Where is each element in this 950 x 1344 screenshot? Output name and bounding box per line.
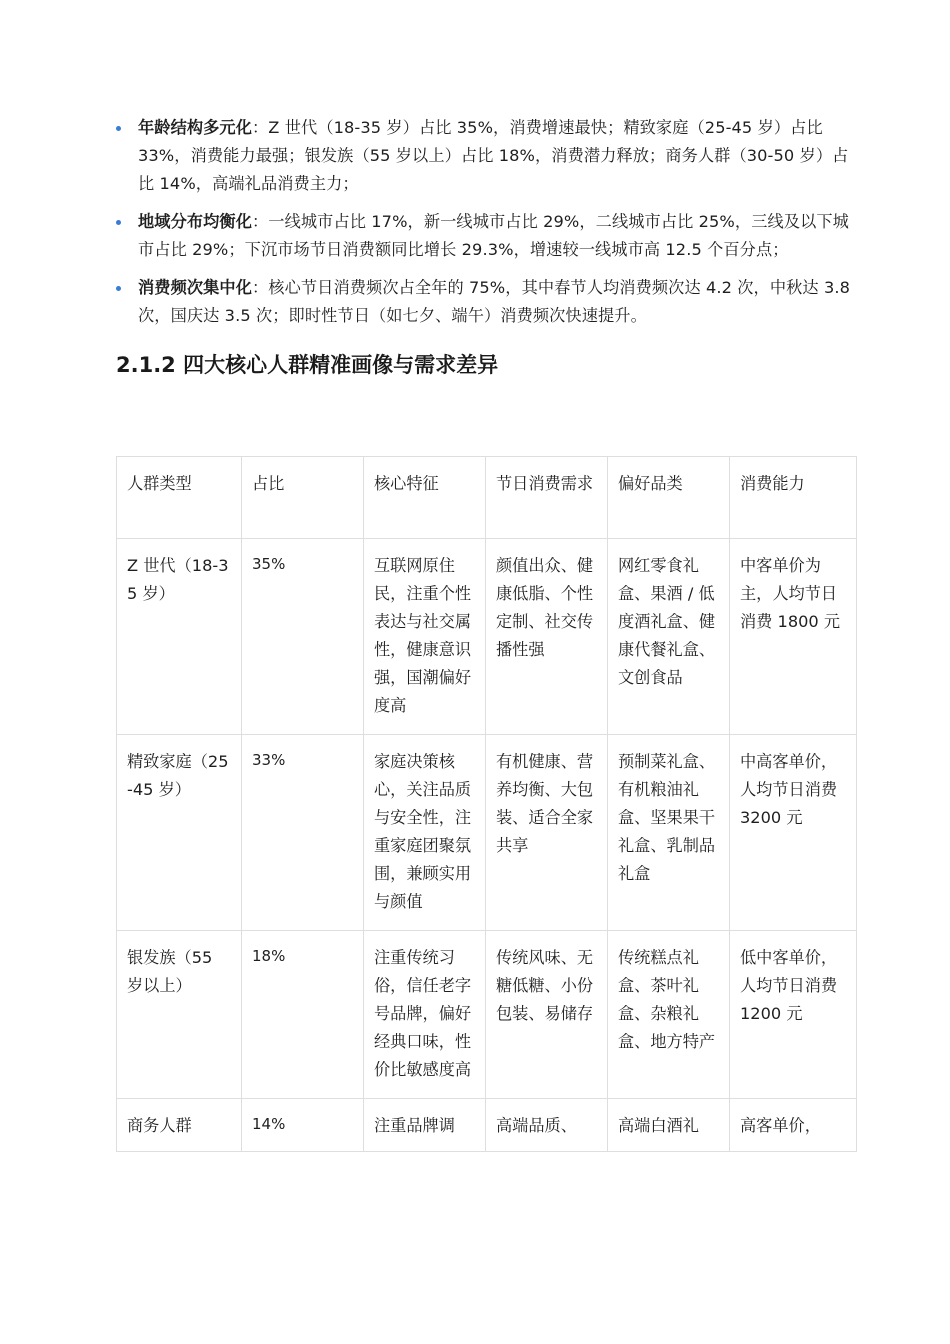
bullet-label: 地域分布均衡化 bbox=[138, 212, 253, 231]
table-cell: 预制菜礼盒、有机粮油礼盒、坚果果干礼盒、乳制品礼盒 bbox=[608, 735, 730, 931]
table-cell: 网红零食礼盒、果酒 / 低度酒礼盒、健康代餐礼盒、文创食品 bbox=[608, 539, 730, 735]
table-cell: 注重传统习俗，信任老字号品牌，偏好经典口味，性价比敏感度高 bbox=[364, 931, 486, 1099]
table-row bbox=[117, 931, 857, 1099]
table-row bbox=[117, 1099, 857, 1152]
bullet-dot bbox=[116, 126, 121, 131]
table-cell: 商务人群 bbox=[117, 1099, 242, 1152]
table-cell: 高端品质、 bbox=[486, 1099, 608, 1152]
table-header-cell: 占比 bbox=[242, 457, 364, 539]
bullet-item-region bbox=[116, 208, 856, 264]
bullet-text: ：一线城市占比 17%，新一线城市占比 29%，二线城市占比 25%，三线及以下城市占比 29%；下沉市场节日消费额同比增长 29.3%，增速较一线城市高 12.5 个百分点； bbox=[138, 212, 849, 259]
table-header-cell: 偏好品类 bbox=[608, 457, 730, 539]
bullet-label: 消费频次集中化 bbox=[138, 278, 253, 297]
table-cell: 传统糕点礼盒、茶叶礼盒、杂粮礼盒、地方特产 bbox=[608, 931, 730, 1099]
table-cell: 14% bbox=[242, 1099, 364, 1152]
bullet-item-frequency bbox=[116, 274, 856, 330]
document-page bbox=[116, 114, 856, 380]
bullet-dot bbox=[116, 286, 121, 291]
table-row bbox=[117, 735, 857, 931]
table-header-cell: 消费能力 bbox=[730, 457, 857, 539]
table-row bbox=[117, 539, 857, 735]
table-cell: 中高客单价，人均节日消费 3200 元 bbox=[730, 735, 857, 931]
table-cell: 传统风味、无糖低糖、小份包装、易储存 bbox=[486, 931, 608, 1099]
table-cell: 高端白酒礼 bbox=[608, 1099, 730, 1152]
table-header-cell: 节日消费需求 bbox=[486, 457, 608, 539]
table-cell: 有机健康、营养均衡、大包装、适合全家共享 bbox=[486, 735, 608, 931]
table-cell: 注重品牌调 bbox=[364, 1099, 486, 1152]
table-header-cell: 人群类型 bbox=[117, 457, 242, 539]
table-cell: 低中客单价，人均节日消费 1200 元 bbox=[730, 931, 857, 1099]
table-cell: 银发族（55 岁以上） bbox=[117, 931, 242, 1099]
table-cell: 精致家庭（25-45 岁） bbox=[117, 735, 242, 931]
bullet-list bbox=[116, 114, 856, 330]
section-title: 2.1.2 四大核心人群精准画像与需求差异 bbox=[116, 353, 499, 377]
table-cell: 颜值出众、健康低脂、个性定制、社交传播性强 bbox=[486, 539, 608, 735]
table-header-row bbox=[117, 457, 857, 539]
bullet-text: ：核心节日消费频次占全年的 75%，其中春节人均消费频次达 4.2 次，中秋达 3.8 次，国庆达 3.5 次；即时性节日（如七夕、端午）消费频次快速提升。 bbox=[138, 278, 850, 325]
table-cell: Z 世代（18-35 岁） bbox=[117, 539, 242, 735]
table-cell: 互联网原住民，注重个性表达与社交属性，健康意识强，国潮偏好度高 bbox=[364, 539, 486, 735]
table-cell: 33% bbox=[242, 735, 364, 931]
table-cell: 高客单价， bbox=[730, 1099, 857, 1152]
table-header-cell: 核心特征 bbox=[364, 457, 486, 539]
bullet-item-age bbox=[116, 114, 856, 198]
table-cell: 35% bbox=[242, 539, 364, 735]
table-cell: 家庭决策核心，关注品质与安全性，注重家庭团聚氛围，兼顾实用与颜值 bbox=[364, 735, 486, 931]
table-cell: 中客单价为主，人均节日消费 1800 元 bbox=[730, 539, 857, 735]
audience-table bbox=[116, 456, 857, 1152]
bullet-text: ：Z 世代（18-35 岁）占比 35%，消费增速最快；精致家庭（25-45 岁）占比 33%，消费能力最强；银发族（55 岁以上）占比 18%，消费潜力释放；商务人群（30-50 岁）占比 14%，高端礼品消费主力； bbox=[138, 118, 849, 193]
bullet-dot bbox=[116, 220, 121, 225]
table-cell: 18% bbox=[242, 931, 364, 1099]
bullet-label: 年龄结构多元化 bbox=[138, 118, 253, 137]
